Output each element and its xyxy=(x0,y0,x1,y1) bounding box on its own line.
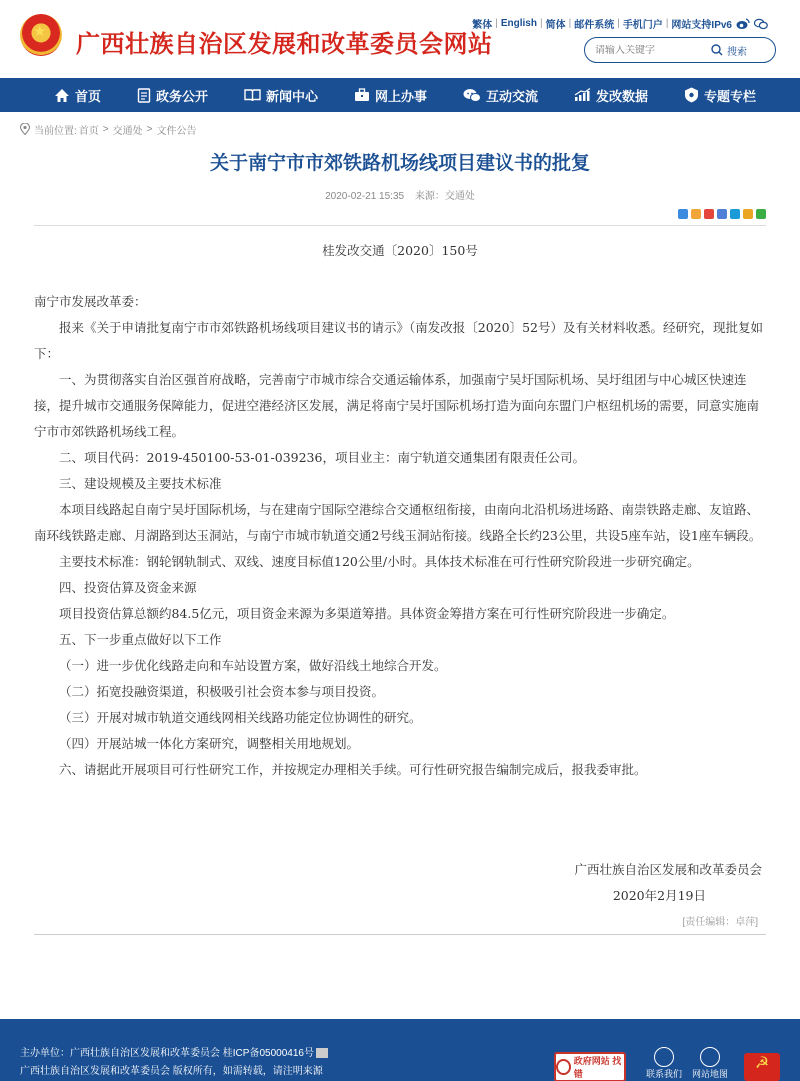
share-bar xyxy=(34,209,766,226)
breadcrumb-separator: > xyxy=(102,123,109,135)
toplink-english[interactable]: English xyxy=(500,18,537,29)
badge-icon xyxy=(684,87,699,103)
article-paragraph: 项目投资估算总额约84.5亿元，项目资金来源为多渠道筹措。具体资金筹措方案在可行性研究阶段进一步确定。 xyxy=(59,606,675,621)
home-icon xyxy=(54,88,70,103)
contact-label: 联系我们 xyxy=(646,1069,683,1079)
signer: 广西壮族自治区发展和改革委员会 xyxy=(574,862,762,877)
nav-label: 互动交流 xyxy=(486,89,539,105)
share-icon[interactable] xyxy=(717,209,727,219)
search-input[interactable] xyxy=(595,45,705,56)
nav-item-special-topics[interactable] xyxy=(684,78,756,112)
document-number: 桂发改交通〔2020〕150号 xyxy=(322,243,478,258)
nav-item-gov-affairs[interactable] xyxy=(137,78,208,112)
article-paragraph: （一）进一步优化线路走向和车站设置方案，做好沿线土地综合开发。 xyxy=(59,658,447,673)
main-nav xyxy=(0,78,800,112)
contact-us-link[interactable] xyxy=(646,1047,682,1080)
article-paragraph: 主要技术标准：钢轮钢轨制式、双线、速度目标值120公里/小时。具体技术标准在可行性研究阶段进一步研究确定。 xyxy=(59,554,700,569)
footer-line-2: 广西壮族自治区发展和改革委员会 版权所有，如需转载，请注明来源 xyxy=(20,1066,323,1077)
site-footer xyxy=(0,1019,800,1081)
search-button-label: 搜索 xyxy=(727,46,747,58)
article-paragraph: 南宁市发展改革委： xyxy=(34,294,147,309)
article-paragraph: 一、为贯彻落实自治区强首府战略，完善南宁市城市综合交通运输体系，加强南宁吴圩国际机场、吴圩组团与中心城区快速连接，提升城市交通服务保障能力，促进空港经济区发展，满足将南宁吴圩国际机场打造为面向东盟门户枢纽机场的需要，同意实施南宁市市郊铁路机场线工程。 xyxy=(34,372,760,439)
icp-icon xyxy=(316,1048,328,1058)
nav-label: 政务公开 xyxy=(155,89,208,105)
article-paragraph: （三）开展对城市轨道交通线网相关线路功能定位协调性的研究。 xyxy=(59,710,422,725)
footer-line-1: 主办单位：广西壮族自治区发展和改革委员会 桂ICP备05000416号 xyxy=(20,1044,328,1059)
article-body xyxy=(34,289,766,783)
top-links: 繁体 | English | 简体 | 邮件系统 | 手机门户 | 网站支持IPv6 xyxy=(472,16,768,31)
search-button[interactable] xyxy=(711,43,747,58)
nav-item-data[interactable] xyxy=(574,78,648,112)
map-pin-icon xyxy=(700,1047,720,1067)
nav-item-online-services[interactable] xyxy=(354,78,427,112)
briefcase-icon xyxy=(354,88,370,102)
share-icon[interactable] xyxy=(756,209,766,219)
toplink-mail[interactable]: 邮件系统 xyxy=(574,20,615,31)
book-icon xyxy=(244,88,261,102)
chat-icon xyxy=(463,88,481,103)
nav-label: 网上办事 xyxy=(374,89,427,105)
article-paragraph: 三、建设规模及主要技术标准 xyxy=(59,476,222,491)
article-paragraph: 四、投资估算及资金来源 xyxy=(59,580,197,595)
breadcrumb xyxy=(0,112,800,146)
national-emblem-icon xyxy=(20,14,62,56)
article-title: 关于南宁市市郊铁路机场线项目建议书的批复 xyxy=(209,152,590,174)
article-paragraph: 二、项目代码：2019-450100-53-01-039236，项目业主：南宁轨道交通集团有限责任公司。 xyxy=(59,450,585,465)
breadcrumb-home[interactable]: 首页 xyxy=(78,125,99,137)
article-source: 来源：交通处 xyxy=(414,191,475,202)
sitemap-label: 网站地图 xyxy=(692,1069,729,1079)
nav-item-interaction[interactable] xyxy=(463,78,538,112)
article-paragraph: 六、请据此开展项目可行性研究工作，并按规定办理相关手续。可行性研究报告编制完成后，报我委审批。 xyxy=(59,762,647,777)
signature-block xyxy=(34,857,766,909)
article-paragraph: （四）开展站城一体化方案研究，调整相关用地规划。 xyxy=(59,736,360,751)
weibo-icon[interactable] xyxy=(736,18,750,30)
article-paragraph: 本项目线路起自南宁吴圩国际机场，与在建南宁国际空港综合交通枢纽衔接，由南向北沿机场进场路、南崇铁路走廊、友谊路、南环线铁路走廊、月湖路到达玉洞站，与南宁市城市轨道交通2号线玉洞站衔接。线路全长约23公里，共设5座车站，设1座车辆段。 xyxy=(34,502,762,543)
toplink-simplified[interactable]: 简体 xyxy=(545,20,566,31)
location-pin-icon xyxy=(20,123,30,135)
breadcrumb-prefix: 当前位置: xyxy=(34,125,77,137)
share-icon[interactable] xyxy=(743,209,753,219)
share-icon[interactable] xyxy=(678,209,688,219)
share-icon[interactable] xyxy=(704,209,714,219)
breadcrumb-separator: > xyxy=(146,123,153,135)
toplink-traditional[interactable]: 繁体 xyxy=(472,20,493,31)
document-icon xyxy=(137,88,151,103)
sitemap-link[interactable] xyxy=(692,1047,728,1080)
nav-label: 发改数据 xyxy=(596,89,649,105)
toplink-mobile[interactable]: 手机门户 xyxy=(622,20,663,31)
responsible-editor: [责任编辑：卓萍] xyxy=(682,917,758,928)
party-emblem-icon[interactable]: ☭ xyxy=(744,1053,780,1081)
article-paragraph: （二）拓宽投融资渠道，积极吸引社会资本参与项目投资。 xyxy=(59,684,385,699)
search-icon xyxy=(711,44,723,56)
article-meta xyxy=(34,187,766,202)
gov-site-error-badge[interactable]: 政府网站 找错 xyxy=(554,1052,626,1081)
article-date: 2020-02-21 15:35 xyxy=(325,191,405,202)
search-box xyxy=(584,37,776,63)
sign-date: 2020年2月19日 xyxy=(612,888,706,903)
nav-item-news[interactable] xyxy=(244,78,318,112)
nav-label: 首页 xyxy=(74,89,101,105)
article xyxy=(34,148,766,935)
site-header xyxy=(0,0,800,78)
breadcrumb-documents[interactable]: 文件公告 xyxy=(156,125,197,137)
nav-label: 专题专栏 xyxy=(704,89,757,105)
share-icon[interactable] xyxy=(730,209,740,219)
wechat-icon[interactable] xyxy=(754,18,768,30)
site-title[interactable]: 广西壮族自治区发展和改革委员会网站 xyxy=(76,30,493,58)
breadcrumb-transport-dept[interactable]: 交通处 xyxy=(112,125,143,137)
nav-label: 新闻中心 xyxy=(265,89,318,105)
chart-icon xyxy=(574,88,591,102)
article-paragraph: 五、下一步重点做好以下工作 xyxy=(59,632,222,647)
phone-icon xyxy=(654,1047,674,1067)
article-paragraph: 报来《关于申请批复南宁市市郊铁路机场线项目建议书的请示》（南发改报〔2020〕52号）及有关材料收悉。经研究，现批复如下： xyxy=(34,320,763,361)
share-icon[interactable] xyxy=(691,209,701,219)
nav-item-home[interactable] xyxy=(54,78,101,112)
divider xyxy=(34,934,766,935)
toplink-ipv6[interactable]: 网站支持IPv6 xyxy=(671,20,732,31)
